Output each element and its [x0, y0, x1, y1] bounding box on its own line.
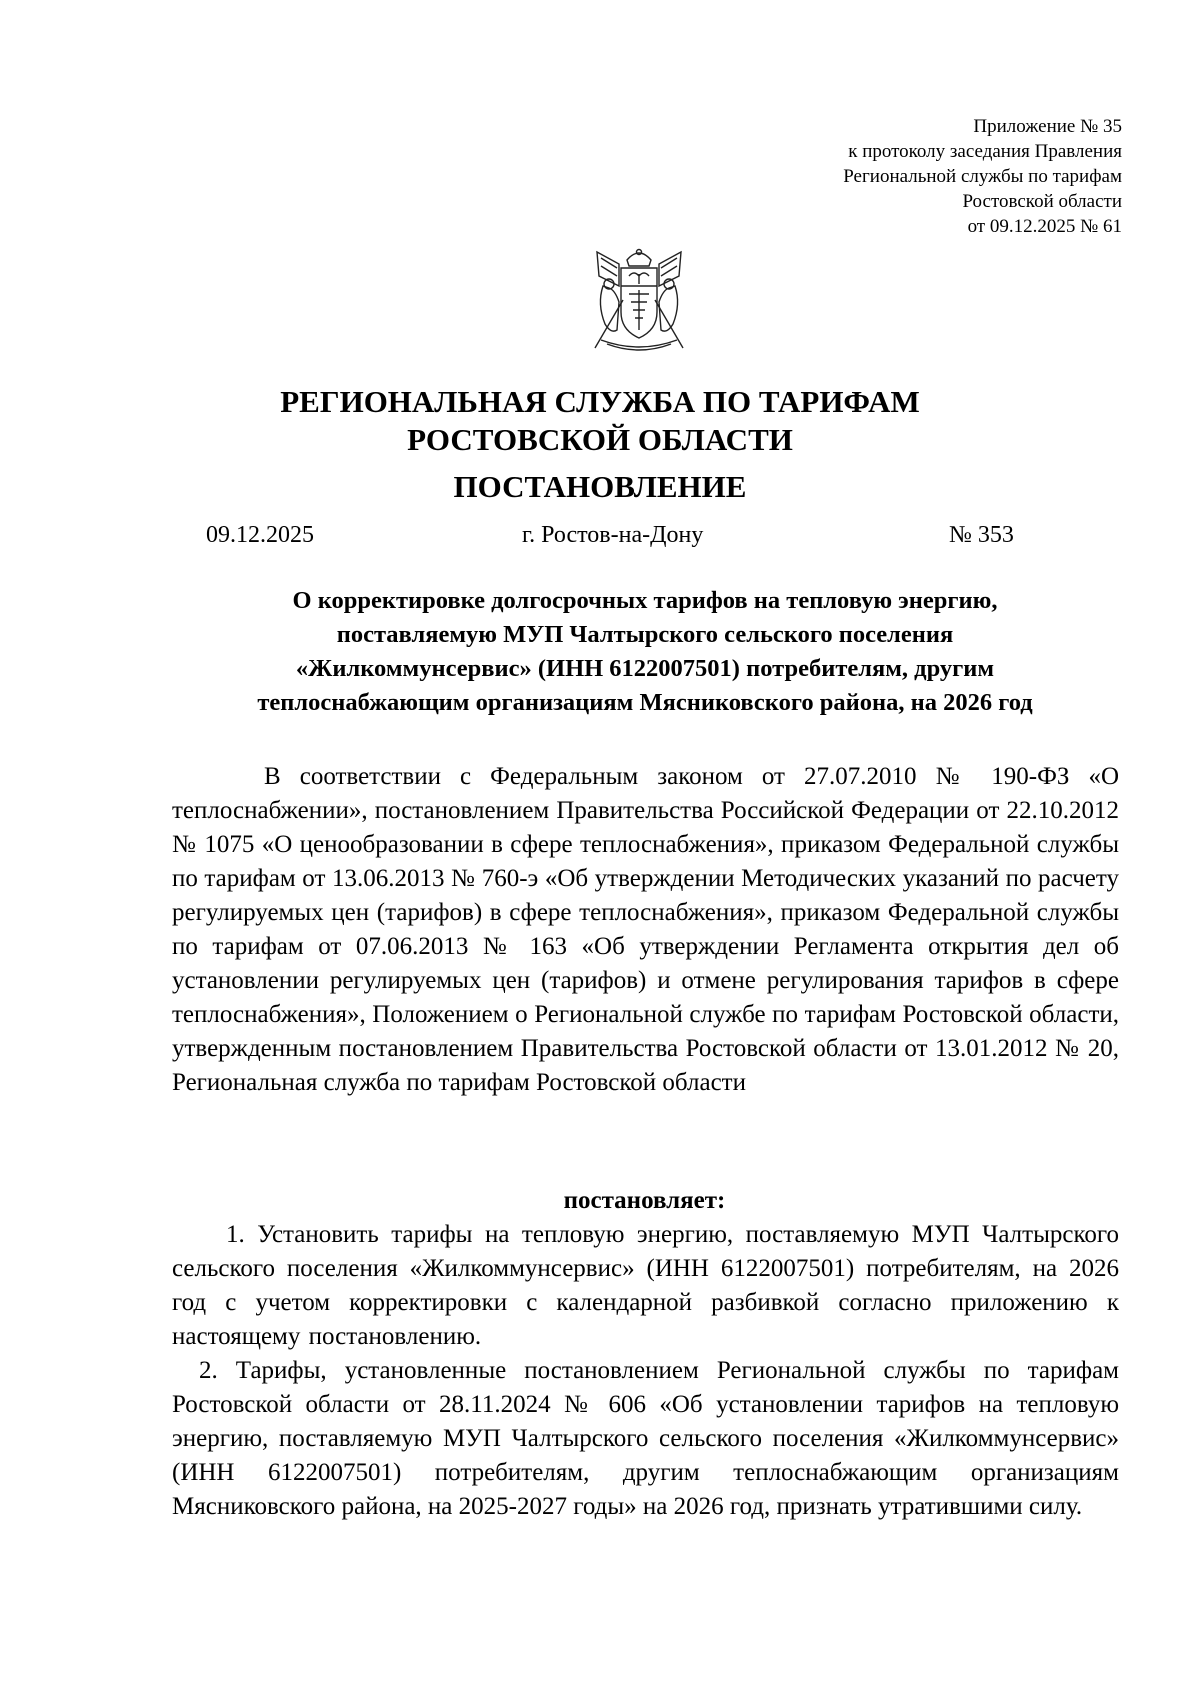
appendix-line: к протоколу заседания Правления [848, 141, 1122, 162]
document-number: № 353 [949, 522, 1014, 548]
resolution-item-2: 2. Тарифы, установленные постановлением Региональной службы по тарифам Ростовской области от 28.11.2024 № 606 «Об установлении тарифов на тепловую энергию, поставляемую МУП Чалтырского сельского поселения «Жилкоммунсервис» (ИНН 6122007501) потребителям, другим теплоснабжающим организациям Мясниковского района, на 2025-2027 годы» на 2026 год, признать утратившими силу. [172, 1357, 1119, 1520]
coat-of-arms-icon [589, 246, 689, 354]
organization-title-line: РЕГИОНАЛЬНАЯ СЛУЖБА ПО ТАРИФАМ [280, 384, 920, 419]
appendix-reference [702, 114, 1122, 239]
preamble-paragraph: В соответствии с Федеральным законом от 27.07.2010 № 190-ФЗ «О теплоснабжении», постановлением Правительства Российской Федерации от 22.10.2012 № 1075 «О ценообразовании в сфере теплоснабжения», приказом Федеральной службы по тарифам от 13.06.2013 № 760-э «Об утверждении Методических указаний по расчету регулируемых цен (тарифов) в сфере теплоснабжения», приказом Федеральной службы по тарифам от 07.06.2013 № 163 «Об утверждении Регламента открытия дел об установлении регулируемых цен (тарифов) и отмене регулирования тарифов в сфере теплоснабжения», Положением о Региональной службе по тарифам Ростовской области, утвержденным постановлением Правительства Ростовской области от 13.01.2012 № 20, Региональная служба по тарифам Ростовской области [172, 763, 1119, 1096]
document-meta [0, 518, 1200, 554]
organization-title [0, 383, 1200, 459]
appendix-line: Приложение № 35 [973, 116, 1122, 137]
appendix-line: от 09.12.2025 № 61 [967, 216, 1122, 237]
appendix-line: Ростовской области [962, 191, 1122, 212]
document-type: ПОСТАНОВЛЕНИЕ [453, 469, 747, 504]
subject-line: О корректировке долгосрочных тарифов на тепловую энергию, [292, 587, 998, 614]
subject-line: теплоснабжающим организациям Мясниковского района, на 2026 год [257, 689, 1033, 716]
document-date: 09.12.2025 [206, 522, 314, 548]
subject-line: поставляемую МУП Чалтырского сельского поселения [336, 621, 954, 648]
document-city: г. Ростов-на-Дону [522, 522, 704, 548]
resolves-heading: постановляет: [563, 1187, 726, 1214]
resolution-item-1: 1. Установить тарифы на тепловую энергию, поставляемую МУП Чалтырского сельского поселения «Жилкоммунсервис» (ИНН 6122007501) потребителям, на 2026 год с учетом корректировки с календарной разбивкой согласно приложению к настоящему постановлению. [172, 1221, 1119, 1350]
appendix-line: Региональной службы по тарифам [843, 166, 1122, 187]
subject-line: «Жилкоммунсервис» (ИНН 6122007501) потребителям, другим [295, 655, 995, 682]
organization-title-line: РОСТОВСКОЙ ОБЛАСТИ [407, 422, 793, 457]
document-subject [170, 584, 1120, 720]
